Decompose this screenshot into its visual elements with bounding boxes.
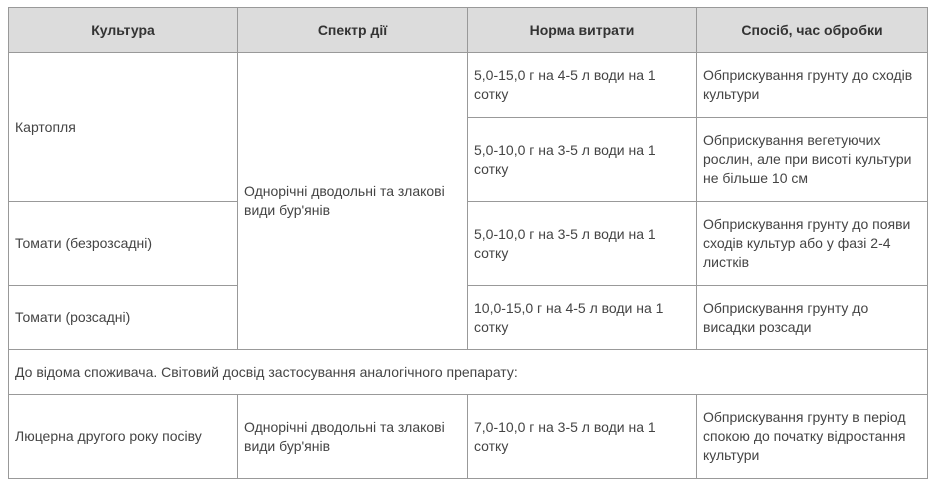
header-spectrum: Спектр дії <box>238 8 468 53</box>
rate-cell: 5,0-10,0 г на 3-5 л води на 1 сотку <box>468 202 697 286</box>
herbicide-usage-table <box>8 7 928 479</box>
culture-cell: Томати (безрозсадні) <box>9 202 238 286</box>
method-cell: Обприскування вегетуючих рослин, але при висоті культури не більше 10 см <box>697 118 928 202</box>
rate-cell: 5,0-10,0 г на 3-5 л води на 1 сотку <box>468 118 697 202</box>
consumer-note: До відома споживача. Світовий досвід застосування аналогічного препарату: <box>9 350 928 395</box>
table-row <box>9 53 928 118</box>
header-method: Спосіб, час обробки <box>697 8 928 53</box>
table-row <box>9 202 928 286</box>
spectrum-cell: Однорічні дводольні та злакові види бур'янів <box>238 53 468 350</box>
header-culture: Культура <box>9 8 238 53</box>
method-cell: Обприскування грунту до появи сходів культур або у фазі 2-4 листків <box>697 202 928 286</box>
rate-cell: 7,0-10,0 г на 3-5 л води на 1 сотку <box>468 395 697 479</box>
rate-cell: 10,0-15,0 г на 4-5 л води на 1 сотку <box>468 286 697 350</box>
culture-cell: Томати (розсадні) <box>9 286 238 350</box>
rate-cell: 5,0-15,0 г на 4-5 л води на 1 сотку <box>468 53 697 118</box>
culture-cell: Картопля <box>9 53 238 202</box>
header-rate: Норма витрати <box>468 8 697 53</box>
table-row <box>9 286 928 350</box>
header-row <box>9 8 928 53</box>
note-row <box>9 350 928 395</box>
table-row <box>9 395 928 479</box>
culture-cell: Люцерна другого року посіву <box>9 395 238 479</box>
method-cell: Обприскування грунту до сходів культури <box>697 53 928 118</box>
method-cell: Обприскування грунту в період спокою до початку відростання культури <box>697 395 928 479</box>
method-cell: Обприскування грунту до висадки розсади <box>697 286 928 350</box>
spectrum-cell: Однорічні дводольні та злакові види бур'янів <box>238 395 468 479</box>
